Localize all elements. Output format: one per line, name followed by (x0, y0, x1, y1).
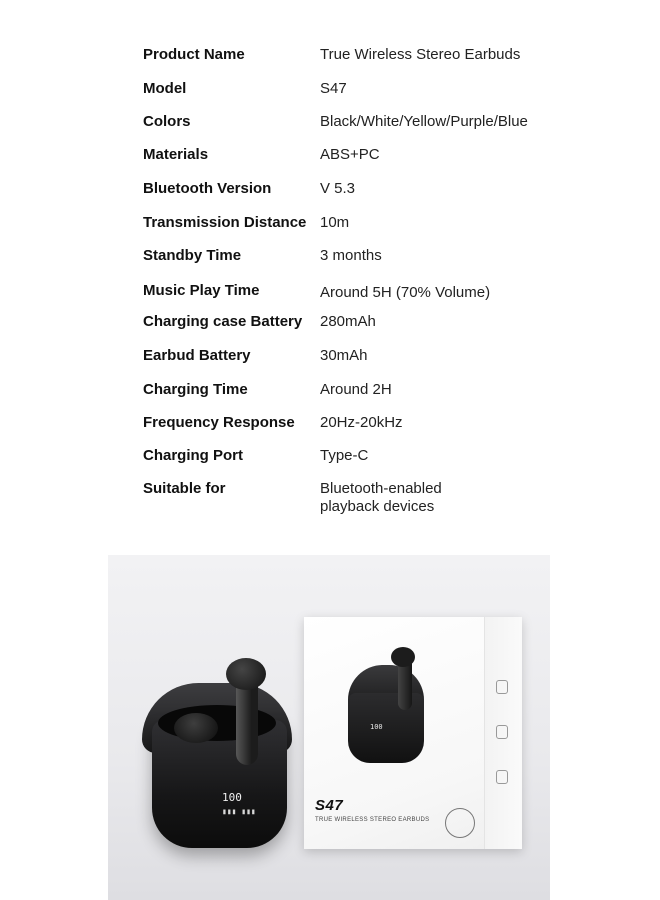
spec-value: Around 5H (70% Volume) (320, 284, 491, 301)
earbud-right-head (226, 658, 266, 690)
box-earbud-head (391, 647, 415, 667)
spec-label: Model (143, 80, 187, 97)
spec-label: Transmission Distance (143, 214, 307, 231)
box-model-label: S47 (315, 797, 344, 814)
spec-value: True Wireless Stereo Earbuds (320, 46, 521, 63)
box-logo-icon (445, 808, 475, 838)
spec-value-line: Bluetooth-enabled (320, 480, 442, 497)
spec-label: Charging Port (143, 447, 243, 464)
spec-value: 30mAh (320, 347, 368, 364)
box-case-image (348, 693, 424, 763)
case-icon (496, 725, 508, 739)
case-display-reading: 100 (222, 791, 242, 804)
spec-label: Standby Time (143, 247, 242, 264)
spec-label: Music Play Time (143, 282, 260, 299)
spec-value: 280mAh (320, 313, 376, 330)
spec-label: Suitable for (143, 480, 226, 497)
spec-label: Bluetooth Version (143, 180, 272, 197)
box-display-reading: 100 (370, 723, 383, 731)
spec-value: 10m (320, 214, 350, 231)
spec-value: Type-C (320, 447, 369, 464)
spec-value: ABS+PC (320, 146, 380, 163)
spec-label: Frequency Response (143, 414, 295, 431)
earbud-left (174, 713, 218, 743)
spec-label: Charging case Battery (143, 313, 303, 330)
spec-value: S47 (320, 80, 347, 97)
spec-value: 3 months (320, 247, 382, 264)
box-tagline: TRUE WIRELESS STEREO EARBUDS (315, 817, 430, 823)
earbud-icon (496, 680, 508, 694)
spec-value: V 5.3 (320, 180, 356, 197)
battery-bars-icon: ▮▮▮ ▮▮▮ (222, 807, 256, 816)
spec-value: Around 2H (320, 381, 392, 398)
spec-value-line: playback devices (320, 498, 435, 515)
spec-value: 20Hz-20kHz (320, 414, 403, 431)
spec-label: Product Name (143, 46, 245, 63)
spec-label: Materials (143, 146, 209, 163)
product-photo (108, 555, 550, 900)
spec-value: Black/White/Yellow/Purple/Blue (320, 113, 528, 130)
spec-label: Charging Time (143, 381, 248, 398)
spec-label: Earbud Battery (143, 347, 251, 364)
spec-label: Colors (143, 113, 191, 130)
spec-value (320, 480, 560, 516)
battery-icon (496, 770, 508, 784)
